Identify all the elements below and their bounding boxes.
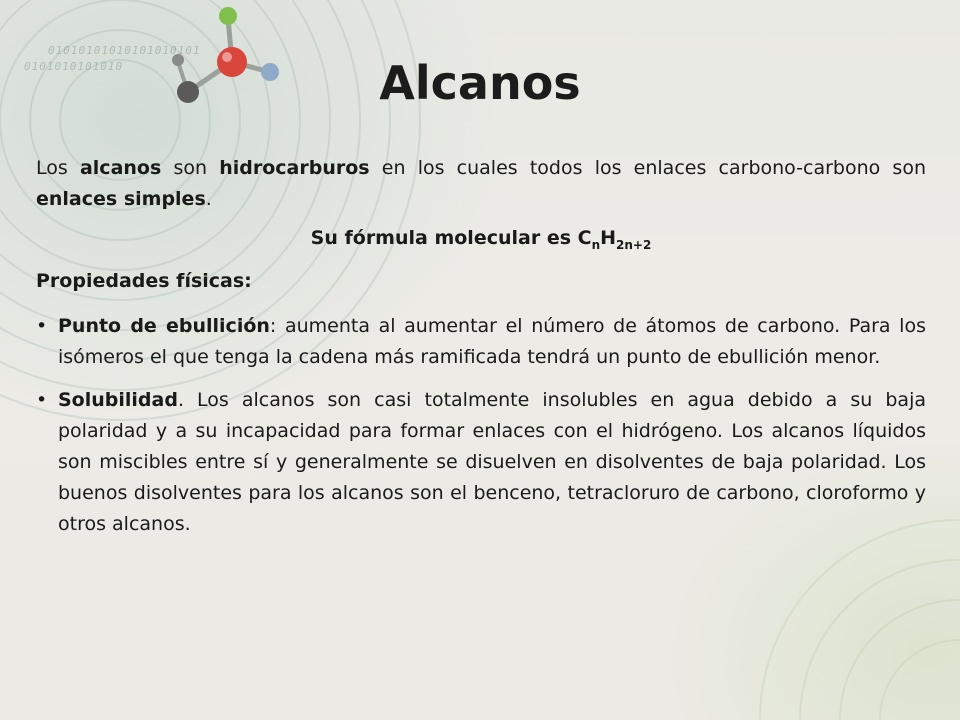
bullet-boiling-point bbox=[36, 311, 926, 373]
bullet-term: Solubilidad bbox=[58, 389, 178, 411]
formula-hydrogen: H bbox=[600, 227, 617, 249]
slide-title: Alcanos bbox=[379, 56, 581, 110]
bullet-text: . Los alcanos son casi totalmente insolubles en agua debido a su baja polaridad y a su incapacidad para formar enlaces con el hidrógeno. Los alcanos líquidos son miscibles entre sí y generalmente se disuelven en disolventes de baja polaridad. Los buenos disolventes para los alcanos son el benceno, tetracloruro de carbono, cloroformo y otros alcanos. bbox=[58, 389, 926, 535]
intro-paragraph bbox=[36, 153, 926, 215]
term-hidrocarburos: hidrocarburos bbox=[219, 157, 370, 179]
intro-text: en los cuales todos los enlaces carbono-carbono son bbox=[369, 157, 926, 179]
binary-text-decoration: 0101010101010 bbox=[24, 60, 124, 73]
molecular-formula bbox=[36, 223, 926, 254]
slide-body bbox=[36, 153, 926, 552]
formula-subscript-n: n bbox=[591, 237, 601, 252]
term-alcanos: alcanos bbox=[79, 157, 162, 179]
term-enlaces-simples: enlaces simples bbox=[36, 188, 206, 210]
bullet-term: Punto de ebullición bbox=[58, 315, 270, 337]
formula-subscript-2n2: 2n+2 bbox=[616, 237, 652, 252]
formula-text: Su fórmula molecular es C bbox=[310, 227, 592, 249]
bullet-marker: • bbox=[36, 315, 48, 337]
intro-text: . bbox=[205, 188, 212, 210]
bullet-marker: • bbox=[36, 389, 48, 411]
properties-heading: Propiedades físicas: bbox=[36, 270, 252, 292]
bullet-solubility bbox=[36, 385, 926, 540]
intro-text: son bbox=[161, 157, 220, 179]
intro-text: Los bbox=[36, 157, 80, 179]
binary-text-decoration: 01010101010101010101 bbox=[48, 44, 201, 57]
bullet-text: : aumenta al aumentar el número de átomos de carbono. Para los isómeros el que tenga la cadena más ramificada tendrá un punto de ebullición menor. bbox=[58, 315, 926, 368]
